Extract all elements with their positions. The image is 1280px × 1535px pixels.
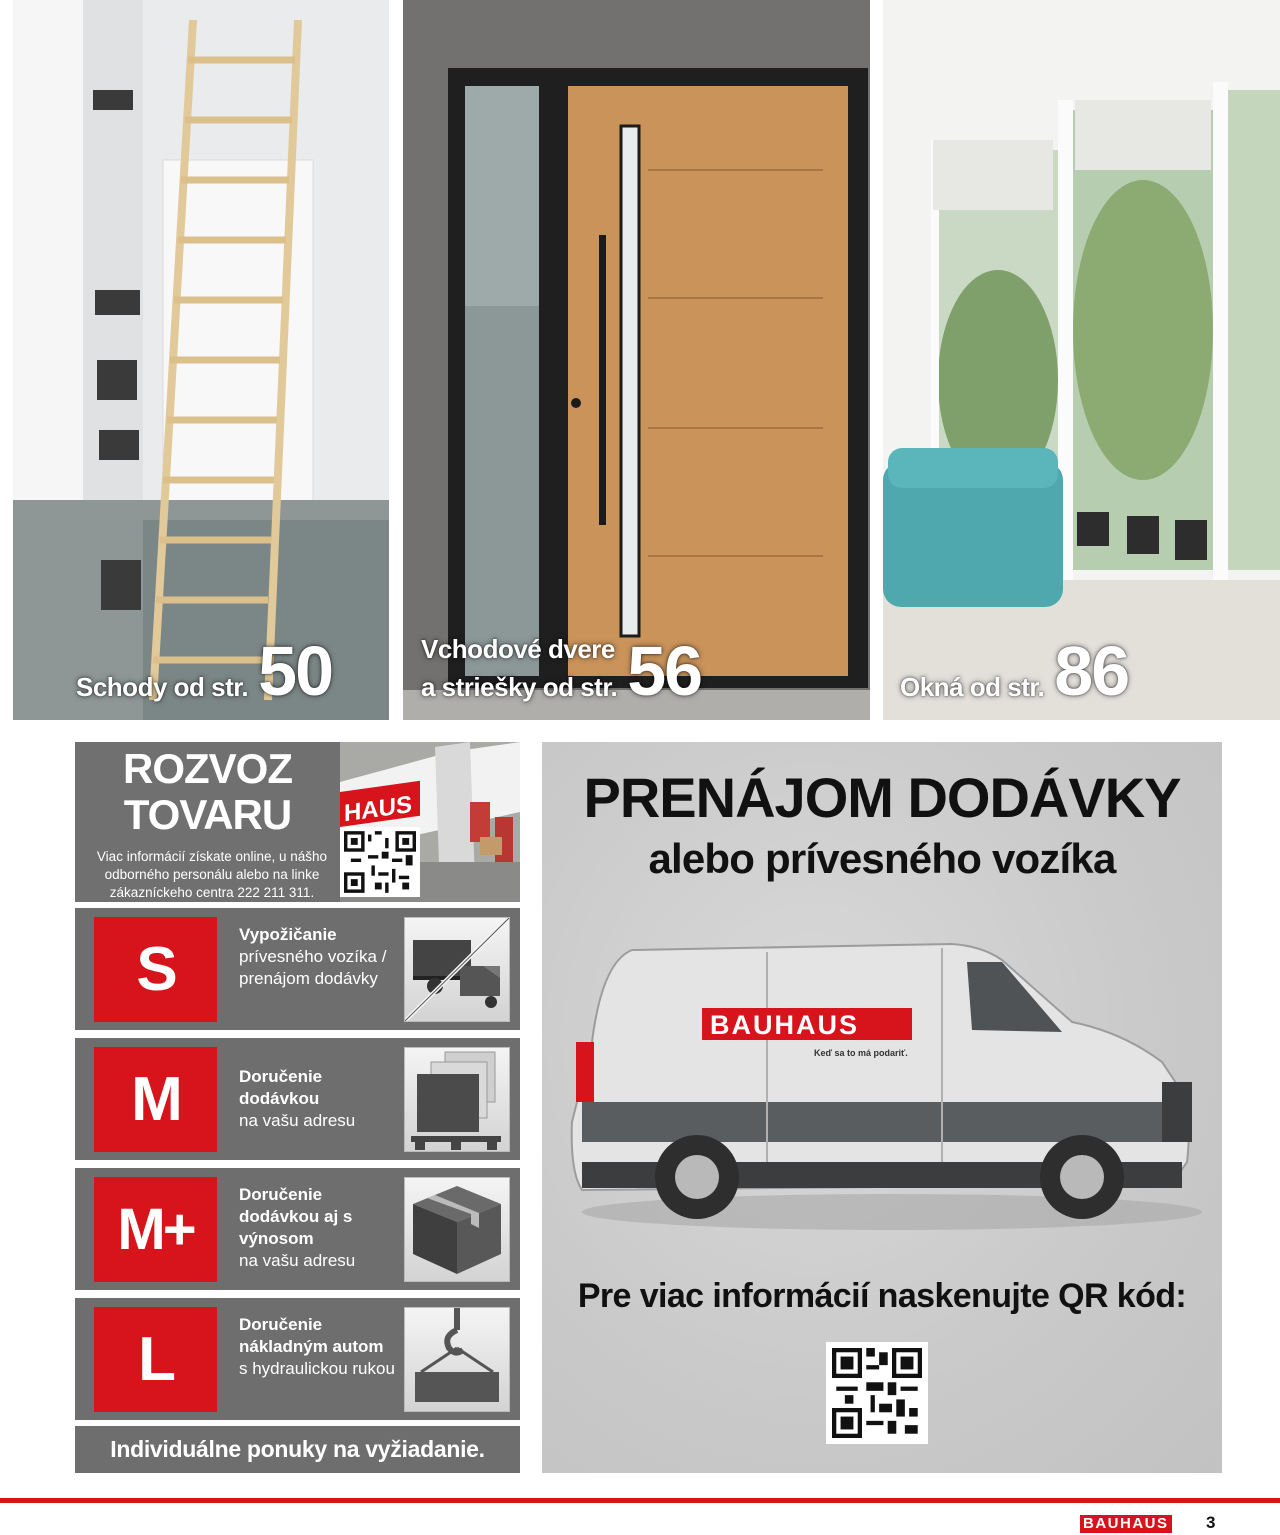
service-m-plus-label-bold: Doručenie dodávkou aj s výnosom xyxy=(239,1185,353,1248)
rental-title: PRENÁJOM DODÁVKY xyxy=(583,766,1181,829)
service-m-label-bold: Doručenie dodávkou xyxy=(239,1067,323,1108)
service-s-badge: S xyxy=(94,917,217,1022)
footer-logo: BAUHAUS xyxy=(1080,1515,1172,1533)
service-l-label-bold: Doručenie nákladným autom xyxy=(239,1315,384,1356)
delivery-title xyxy=(75,746,340,838)
rental-van-image xyxy=(562,922,1202,1242)
door-caption-line2: a striešky od str. xyxy=(421,672,618,702)
van-slogan: Keď sa to má podariť. xyxy=(814,1048,908,1058)
van-rental-panel xyxy=(542,742,1222,1473)
windows-photo xyxy=(883,0,1280,720)
service-l-badge: L xyxy=(94,1307,217,1412)
service-s[interactable] xyxy=(75,908,520,1030)
service-s-label-rest: prívesného vozíka / prenájom dodávky xyxy=(239,947,387,988)
service-s-label-bold: Vypožičanie xyxy=(239,925,337,944)
service-m-plus[interactable] xyxy=(75,1168,520,1290)
stairs-page-number: 50 xyxy=(258,632,333,710)
windows-page-number: 86 xyxy=(1054,632,1129,710)
service-l-label xyxy=(239,1314,399,1380)
service-m-label xyxy=(239,1066,399,1132)
door-page-number: 56 xyxy=(627,632,702,710)
service-s-label xyxy=(239,924,399,990)
individual-offers-note: Individuálne ponuky na vyžiadanie. xyxy=(75,1426,520,1473)
van-logo: BAUHAUS xyxy=(710,1010,859,1040)
windows-tile[interactable] xyxy=(883,0,1280,720)
entrance-door-photo xyxy=(403,0,870,720)
delivery-photo xyxy=(340,742,520,902)
stairs-tile[interactable] xyxy=(13,0,389,720)
delivery-title-line1: ROZVOZ xyxy=(123,745,292,792)
page-number: 3 xyxy=(1206,1513,1216,1532)
service-m-badge: M xyxy=(94,1047,217,1152)
crane-hook-icon xyxy=(404,1307,510,1412)
rental-qr-code[interactable] xyxy=(826,1342,928,1444)
truck-lettering: HAUS xyxy=(344,790,412,828)
trailer-van-icon xyxy=(404,917,510,1022)
service-m-plus-badge: M+ xyxy=(94,1177,217,1282)
service-l[interactable] xyxy=(75,1298,520,1420)
delivery-header xyxy=(75,742,520,902)
rental-qr-instruction: Pre viac informácií naskenujte QR kód: xyxy=(577,1277,1187,1315)
delivery-title-line2: TOVARU xyxy=(123,791,292,838)
delivery-info-text: Viac informácií získate online, u nášho odborného personálu alebo na linke zákazníckeho centra 222 211 311. xyxy=(96,849,328,900)
delivery-qr-code[interactable] xyxy=(340,827,420,897)
rental-subtitle: alebo prívesného vozíka xyxy=(648,835,1116,882)
attic-stairs-photo xyxy=(13,0,389,720)
service-m-plus-label xyxy=(239,1184,399,1272)
box-icon xyxy=(404,1177,510,1282)
service-m[interactable] xyxy=(75,1038,520,1160)
entrance-door-tile[interactable] xyxy=(403,0,870,720)
stairs-caption: Schody od str. xyxy=(76,672,249,702)
service-m-plus-label-rest: na vašu adresu xyxy=(239,1251,356,1270)
door-caption-line1: Vchodové dvere xyxy=(421,634,615,664)
service-m-label-rest: na vašu adresu xyxy=(239,1111,356,1130)
windows-caption: Okná od str. xyxy=(900,672,1045,702)
service-l-label-rest: s hydraulickou rukou xyxy=(239,1359,395,1378)
pallet-icon xyxy=(404,1047,510,1152)
footer-divider xyxy=(0,1498,1280,1503)
